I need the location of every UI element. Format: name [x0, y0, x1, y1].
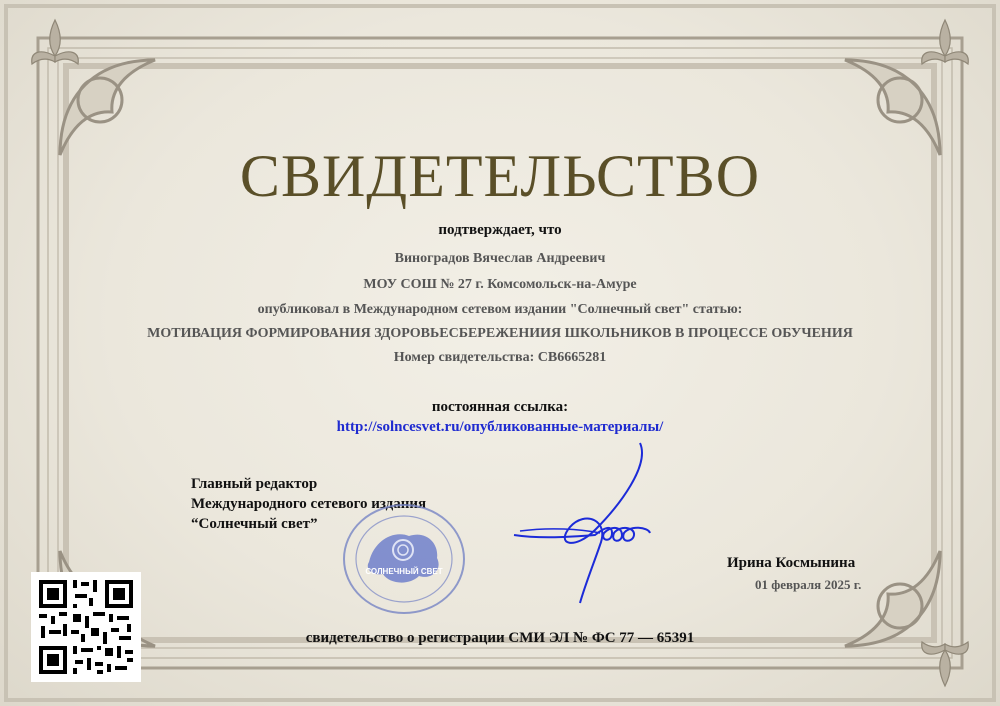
certificate-number: Номер свидетельства: СВ6665281	[393, 350, 607, 365]
publication-stamp	[339, 500, 469, 618]
permanent-link[interactable]: http://solncesvet.ru/опубликованные-материалы/	[336, 419, 664, 435]
editor-publication: Международного сетевого издания	[191, 496, 427, 512]
recipient-name: Виноградов Вячеслав Андреевич	[394, 251, 606, 266]
stamp-text: СОЛНЕЧНЫЙ СВЕТ	[365, 567, 443, 576]
editor-title: Главный редактор	[191, 476, 318, 492]
school-name: МОУ СОШ № 27 г. Комсомольск-на-Амуре	[363, 277, 637, 292]
publication-statement: опубликовал в Международном сетевом издании "Солнечный свет" статью:	[257, 302, 743, 317]
certificate-title: СВИДЕТЕЛЬСТВО	[239, 143, 761, 209]
subtitle: подтверждает, что	[438, 222, 562, 238]
qr-code[interactable]	[31, 572, 141, 682]
signer-name: Ирина Космынина	[727, 555, 856, 571]
editor-signature	[500, 435, 670, 605]
issue-date: 01 февраля 2025 г.	[755, 577, 862, 592]
registration-info: свидетельство о регистрации СМИ ЭЛ № ФС 77 — 65391	[305, 630, 695, 646]
article-title: МОТИВАЦИЯ ФОРМИРОВАНИЯ ЗДОРОВЬЕСБЕРЕЖЕНИИЯ ШКОЛЬНИКОВ В ПРОЦЕССЕ ОБУЧЕНИЯ	[147, 326, 853, 341]
link-label: постоянная ссылка:	[431, 399, 569, 415]
editor-publication-name: “Солнечный свет”	[191, 516, 318, 532]
